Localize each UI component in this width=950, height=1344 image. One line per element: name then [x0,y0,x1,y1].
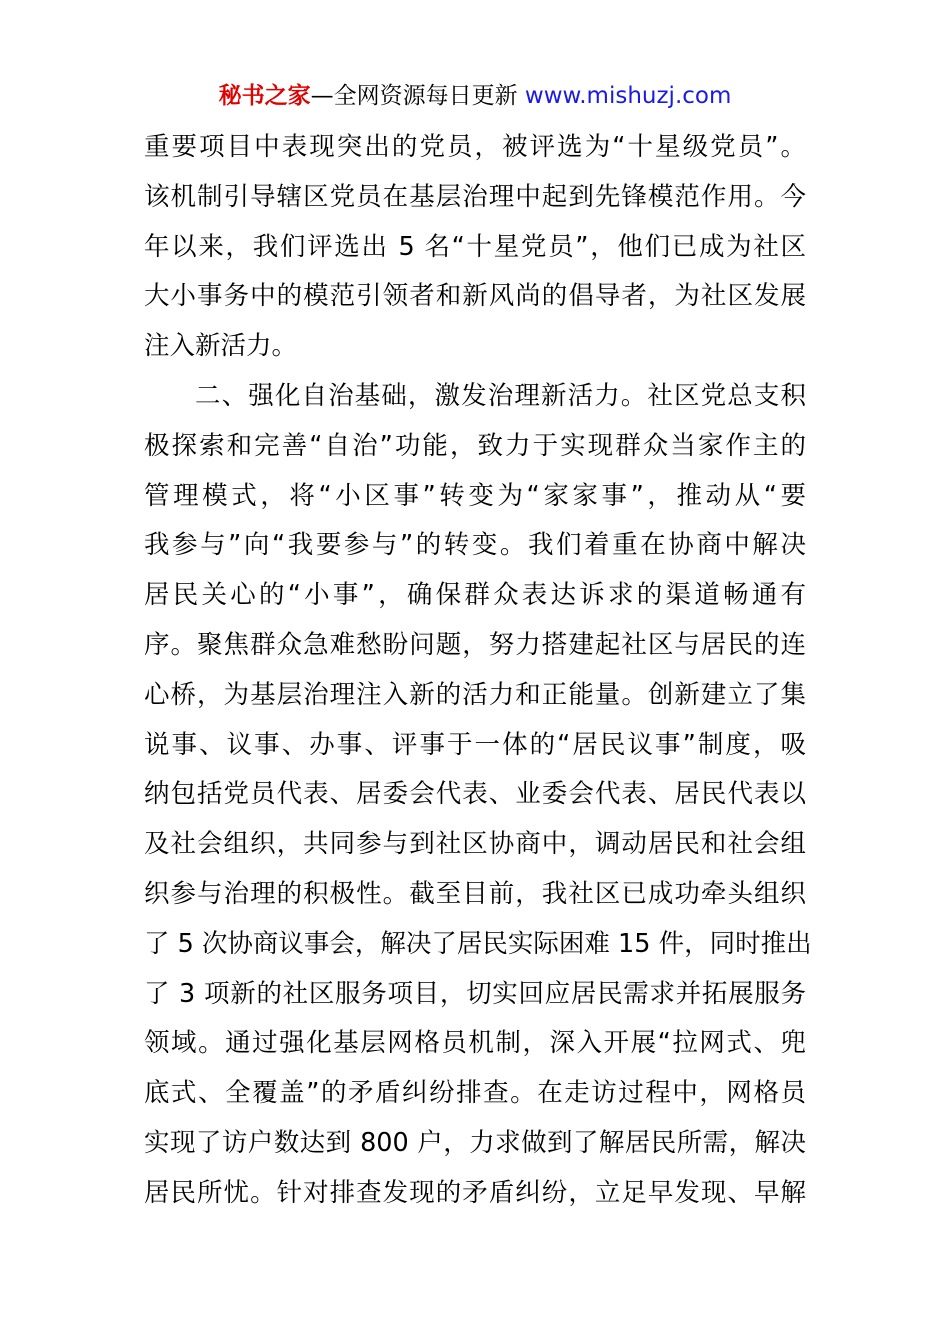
text-line: 二、强化自治基础，激发治理新活力。社区党总支积 [195,380,806,411]
text-line: 重要项目中表现突出的党员，被评选为“十星级党员”。 [144,132,806,162]
document-body [144,123,812,1219]
text-line: 极探索和完善“自治”功能，致力于实现群众当家作主的 [144,430,806,461]
text-line: 说事、议事、办事、评事于一体的“居民议事”制度，吸 [144,729,806,760]
text-line: 纳包括党员代表、居委会代表、业委会代表、居民代表以 [144,779,806,810]
site-tagline: —全网资源每日更新 [310,83,518,109]
text-line: 居民所忧。针对排查发现的矛盾纠纷，立足早发现、早解 [144,1177,806,1208]
text-line: 了 5 次协商议事会，解决了居民实际困难 15 件，同时推出 [144,928,812,959]
site-header [0,80,950,112]
site-url-link[interactable]: www.mishuzj.com [524,83,732,109]
site-brand: 秘书之家 [218,83,311,109]
text-line: 居民关心的“小事”，确保群众表达诉求的渠道畅通有 [144,580,806,611]
text-line: 底式、全覆盖”的矛盾纠纷排查。在走访过程中，网格员 [144,1078,806,1109]
text-line: 领域。通过强化基层网格员机制，深入开展“拉网式、兜 [144,1028,806,1059]
text-line: 实现了访户数达到 800 户，力求做到了解居民所需，解决 [144,1127,806,1158]
text-line: 该机制引导辖区党员在基层治理中起到先锋模范作用。今 [144,181,806,212]
text-line: 织参与治理的积极性。截至目前，我社区已成功牵头组织 [144,878,806,909]
text-line: 年以来，我们评选出 5 名“十星党员”，他们已成为社区 [144,231,806,262]
text-line: 大小事务中的模范引领者和新风尚的倡导者，为社区发展 [144,281,806,312]
text-line: 及社会组织，共同参与到社区协商中，调动居民和社会组 [144,829,806,860]
paragraph-2 [144,372,812,1219]
text-line: 管理模式，将“小区事”转变为“家家事”，推动从“要 [144,480,806,511]
text-line: 序。聚焦群众急难愁盼问题，努力搭建起社区与居民的连 [144,629,806,660]
paragraph-1 [144,123,806,372]
text-line: 注入新活力。 [144,331,298,362]
text-line: 了 3 项新的社区服务项目，切实回应居民需求并拓展服务 [144,978,806,1009]
text-line: 我参与”向“我要参与”的转变。我们着重在协商中解决 [144,530,806,561]
text-line: 心桥，为基层治理注入新的活力和正能量。创新建立了集 [144,679,806,710]
